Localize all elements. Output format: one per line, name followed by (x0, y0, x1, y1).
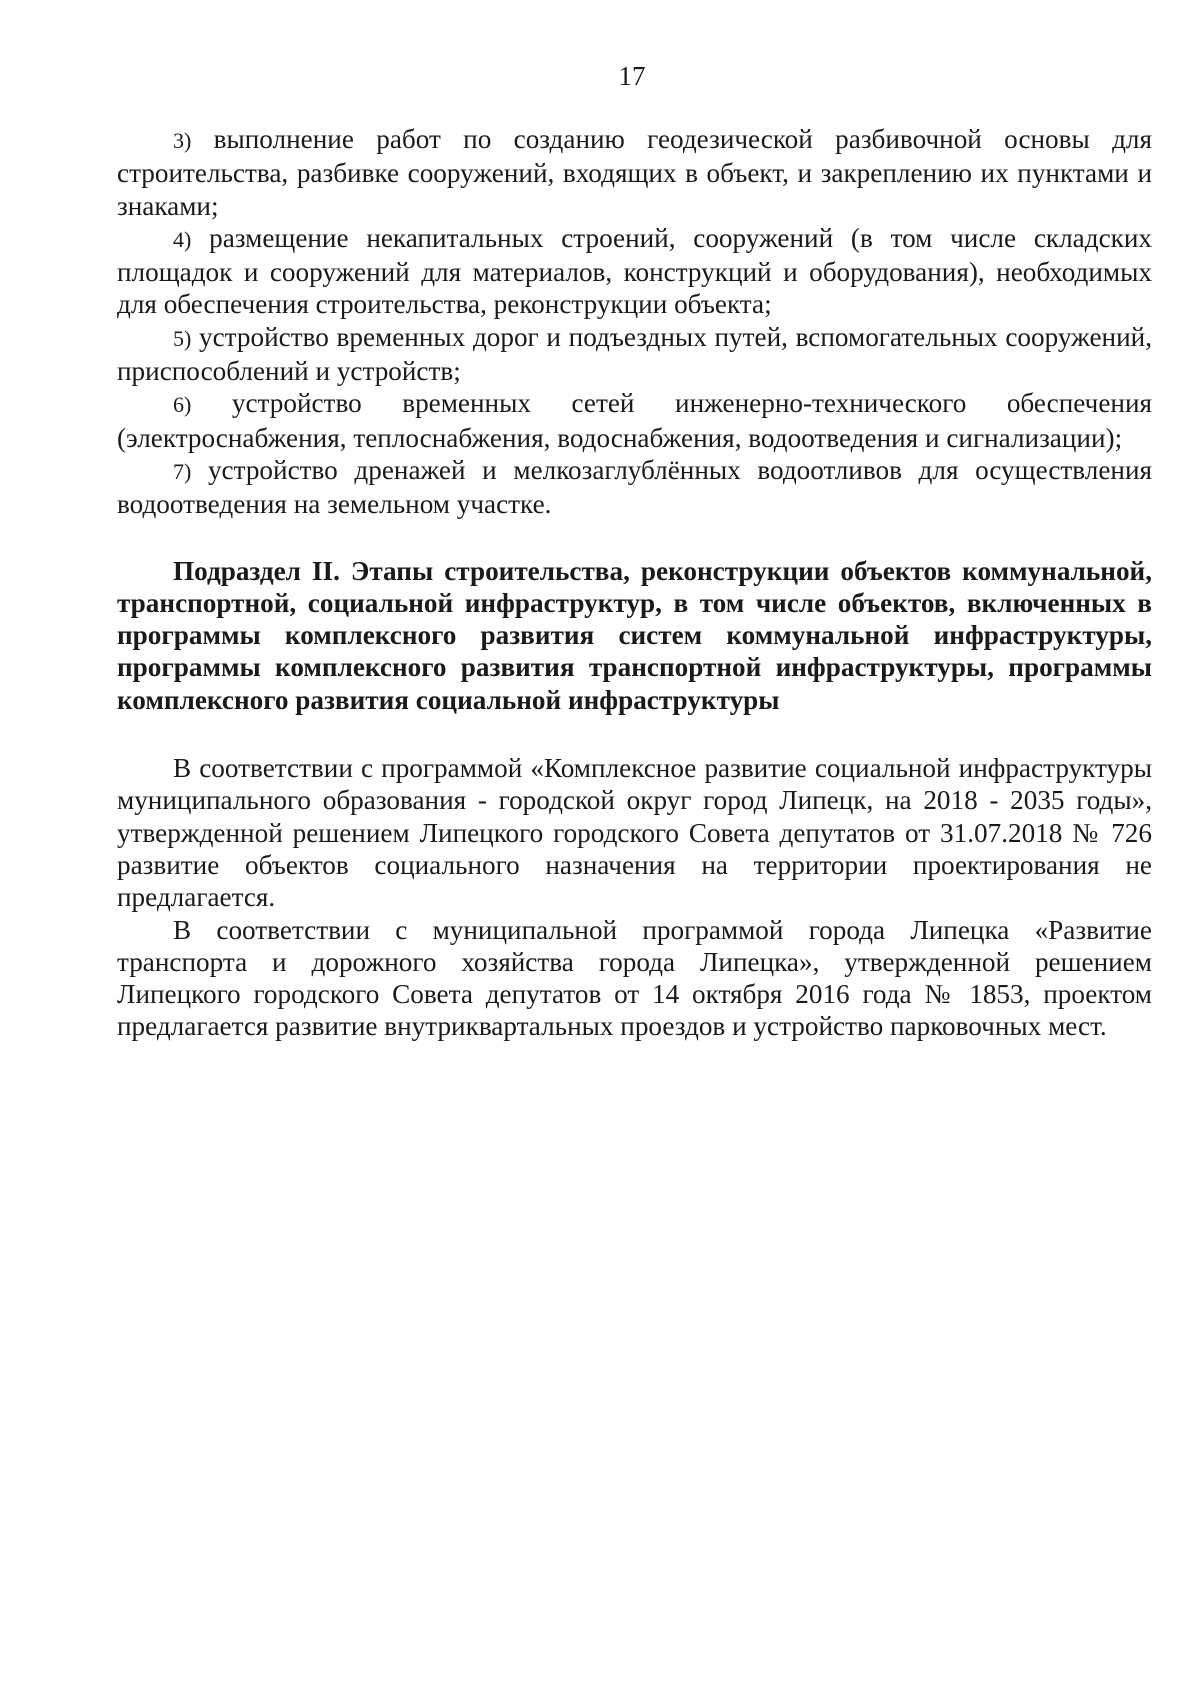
section-heading: Подраздел II. Этапы строительства, реконструкции объектов коммунальной, транспортной, социальной инфраструктур, в том числе объектов, включенных в программы комплексного развития систем коммунальной инфраструктуры, программы комплексного развития транспортной инфраструктуры, программы комплексного развития социальной инфраструктуры (117, 555, 1152, 715)
list-item-number: 3) (173, 128, 192, 153)
list-item-number: 7) (173, 458, 192, 484)
list-item-text: выполнение работ по созданию геодезической разбивочной основы для строительства, разбивке сооружений, входящих в объект, и закреплению их пунктами и знаками; (117, 124, 1152, 221)
list-item-number: 5) (173, 325, 192, 351)
page-number: 17 (618, 61, 646, 91)
list-item-text: устройство временных дорог и подъездных путей, вспомогательных сооружений, приспособлений и устройств; (117, 321, 1152, 387)
list-item-7 (117, 454, 1152, 521)
list-item-6 (117, 387, 1152, 454)
body-block (117, 752, 1152, 1043)
list-item-text: размещение некапитальных строений, сооружений (в том числе складских площадок и сооружений для материалов, конструкций и оборудования), необходимых для обеспечения строительства, реконструкции объекта; (117, 222, 1152, 320)
page-content (117, 123, 1152, 1043)
list-item-number: 4) (173, 226, 192, 252)
body-paragraph-transport: В соответствии с муниципальной программой города Липецка «Развитие транспорта и дорожного хозяйства города Липецка», утвержденной решением Липецкого городского Совета депутатов от 14 октября 2016 года № 1853, проектом предлагается развитие внутриквартальных проездов и устройство парковочных мест. (117, 914, 1152, 1042)
list-item-text: устройство временных сетей инженерно-технического обеспечения (электроснабжения, теплоснабжения, водоснабжения, водоотведения и сигнализации); (117, 388, 1152, 453)
list-item-text: устройство дренажей и мелкозаглублённых водоотливов для осуществления водоотведения на земельном участке. (117, 454, 1152, 520)
list-item-4 (117, 222, 1152, 321)
body-paragraph-social: В соответствии с программой «Комплексное развитие социальной инфраструктуры муниципального образования - городской округ город Липецк, на 2018 - 2035 годы», утвержденной решением Липецкого городского Совета депутатов от 31.07.2018 № 726 развитие объектов социального назначения на территории проектирования не предлагается. (117, 753, 1152, 913)
list-item-number: 6) (173, 392, 192, 418)
list-item-3 (117, 123, 1152, 222)
list-item-5 (117, 321, 1152, 388)
